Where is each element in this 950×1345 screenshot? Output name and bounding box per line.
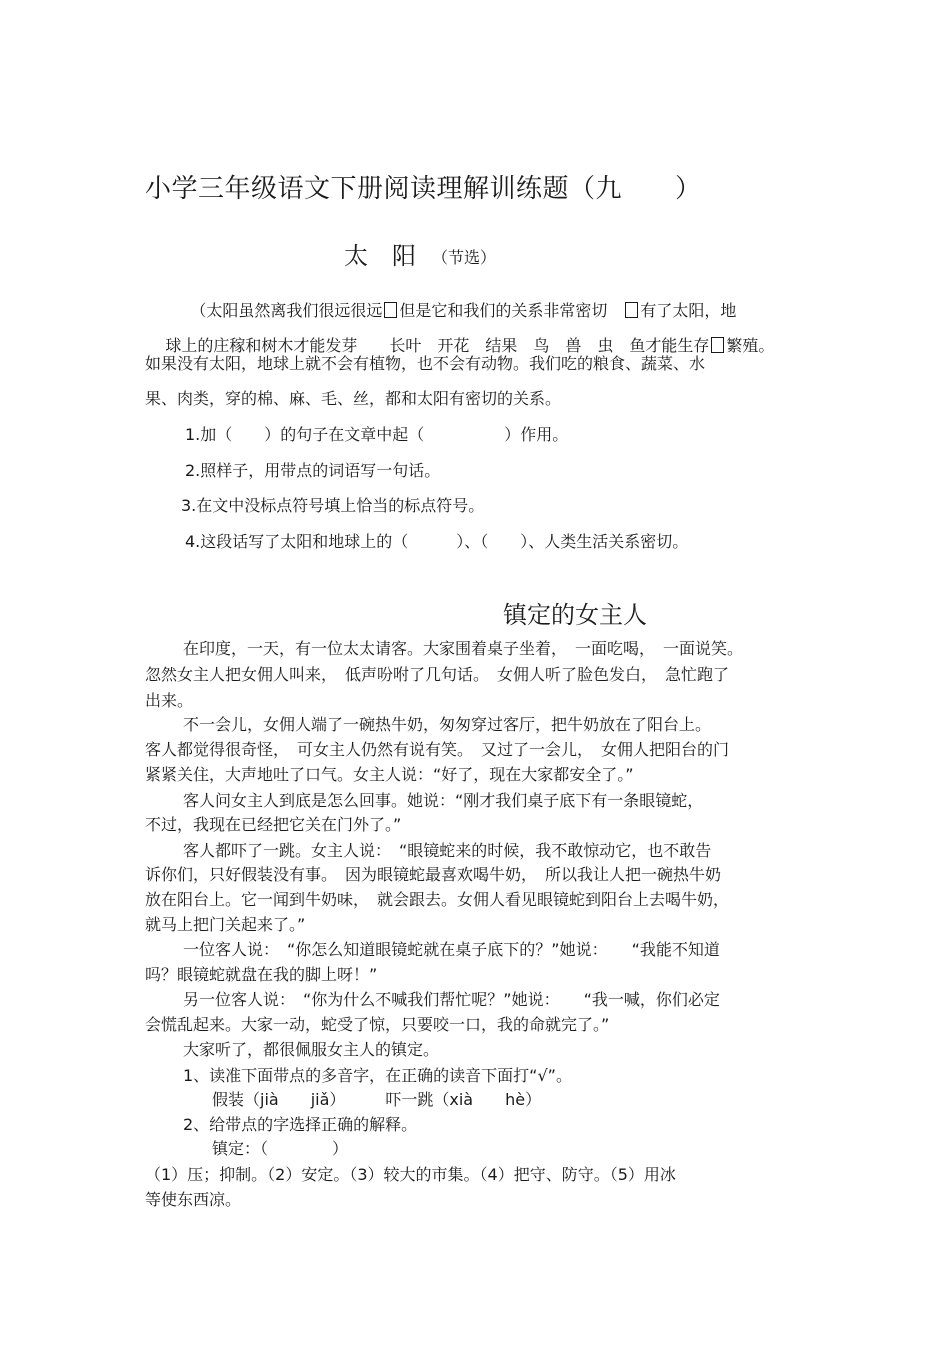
story-question-2: 2、给带点的字选择正确的解释。 (183, 1115, 418, 1134)
story-heading: 镇定的女主人 (503, 601, 647, 629)
sun-heading: 太 阳 (344, 242, 416, 270)
story-line-12: 就马上把门关起来了。” (145, 915, 306, 934)
sun-line-1-part-1: （太阳虽然离我们很远很远 (190, 301, 383, 320)
page-title: 小学三年级语文下册阅读理解训练题（九 ） (145, 174, 702, 204)
story-line-11: 放在阳台上。它一闻到牛奶味， 就会跟去。女佣人看见眼镜蛇到阳台上去喝牛奶， (145, 890, 730, 909)
story-line-17: 大家听了，都很佩服女主人的镇定。 (183, 1040, 440, 1059)
story-line-7: 客人问女主人到底是怎么回事。她说：“刚才我们桌子底下有一条眼镜蛇， (183, 791, 704, 810)
story-line-4: 不一会儿，女佣人端了一碗热牛奶，匆匆穿过客厅，把牛奶放在了阳台上。 (183, 715, 712, 734)
story-line-15: 另一位客人说： “你为什么不喊我们帮忙呢？”她说： “我一喊，你们必定 (183, 990, 720, 1009)
story-question-2-choices: （1）压；抑制。（2）安定。（3）较大的市集。（4）把守、防守。（5）用冰 (145, 1165, 676, 1184)
story-line-14: 吗？眼镜蛇就盘在我的脚上呀！” (145, 965, 378, 984)
sun-line-1-part-3: 有了太阳，地 (640, 301, 737, 320)
sun-question-3: 3.在文中没标点符号填上恰当的标点符号。 (181, 496, 485, 515)
story-line-3: 出来。 (145, 691, 194, 710)
story-line-2: 忽然女主人把女佣人叫来， 低声吩咐了几句话。 女佣人听了脸色发白， 急忙跑了 (145, 665, 730, 684)
sun-line-2-text: 球上的庄稼和树木才能发芽 长叶 开花 结果 鸟 兽 虫 鱼才能生存 (165, 336, 710, 355)
blank-punctuation-box (625, 302, 638, 318)
sun-question-4: 4.这段话写了太阳和地球上的（ ）、（ ）、人类生活关系密切。 (185, 532, 689, 551)
story-line-1: 在印度，一天，有一位太太请客。大家围着桌子坐着， 一面吃喝， 一面说笑。 (183, 639, 744, 658)
sun-question-1: 1.加（ ）的句子在文章中起（ ）作用。 (185, 425, 569, 444)
sun-line-3: 如果没有太阳，地球上就不会有植物，也不会有动物。我们吃的粮食、蔬菜、水 (145, 354, 706, 373)
story-line-9: 客人都吓了一跳。女主人说： “眼镜蛇来的时候，我不敢惊动它，也不敢告 (183, 841, 712, 860)
blank-punctuation-box (711, 337, 724, 353)
story-line-10: 诉你们，只好假装没有事。 因为眼镜蛇最喜欢喝牛奶， 所以我让人把一碗热牛奶 (145, 865, 722, 884)
story-line-8: 不过，我现在已经把它关在门外了。” (145, 815, 402, 834)
sun-line-4: 果、肉类，穿的棉、麻、毛、丝，都和太阳有密切的关系。 (145, 389, 562, 408)
story-line-5: 客人都觉得很奇怪， 可女主人仍然有说有笑。 又过了一会儿， 女佣人把阳台的门 (145, 740, 730, 759)
story-question-2-choices-cont: 等使东西凉。 (145, 1190, 242, 1209)
sun-heading-note: （节选） (432, 248, 497, 267)
story-line-16: 会慌乱起来。大家一动，蛇受了惊，只要咬一口，我的命就完了。” (145, 1015, 610, 1034)
story-question-1-options: 假装（jià jiǎ） 吓一跳（xià hè） (212, 1090, 542, 1109)
sun-line-2-end: 繁殖。 (726, 336, 775, 355)
story-line-6: 紧紧关住，大声地吐了口气。女主人说：“好了，现在大家都安全了。” (145, 765, 634, 784)
sun-question-2: 2.照样子，用带点的词语写一句话。 (185, 461, 441, 480)
story-line-13: 一位客人说： “你怎么知道眼镜蛇就在桌子底下的？”她说： “我能不知道 (183, 940, 720, 959)
story-question-2-blank: 镇定：（ ） (212, 1139, 349, 1158)
story-question-1: 1、读准下面带点的多音字，在正确的读音下面打“√”。 (183, 1066, 572, 1085)
blank-punctuation-box (384, 302, 397, 318)
sun-line-1-part-2: 但是它和我们的关系非常密切 (399, 301, 608, 320)
